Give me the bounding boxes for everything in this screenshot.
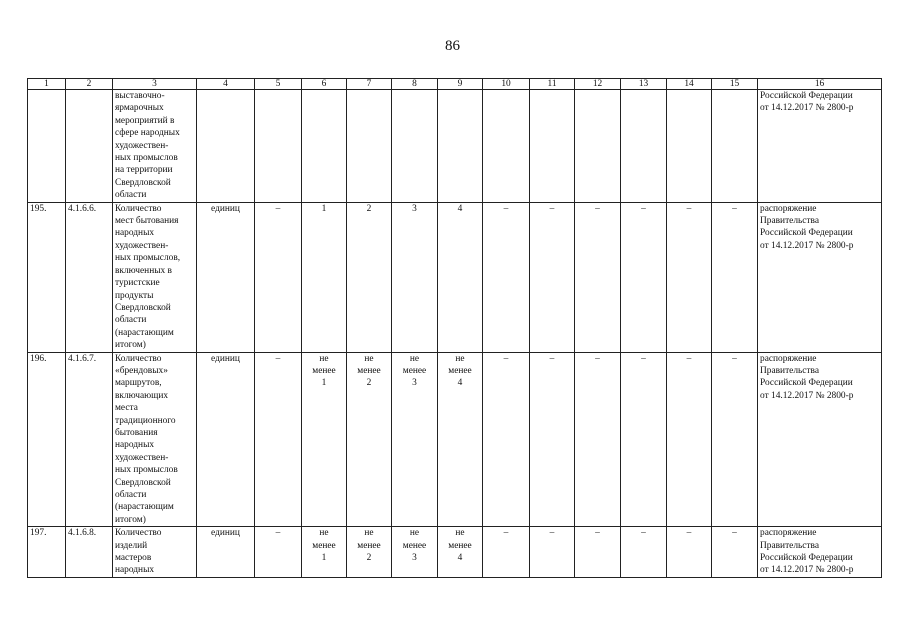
- value-cell: 2: [347, 202, 392, 352]
- value-cell: –: [575, 202, 621, 352]
- indicator-name: Количество «брендовых» маршрутов, включающих места традиционного бытования народных художествен- ных промыслов Свердловской области (нарастающим итогом): [113, 352, 197, 527]
- unit-cell: единиц: [197, 202, 255, 352]
- indicator-name: выставочно- ярмарочных мероприятий в сфере народных художествен- ных промыслов на территории Свердловской области: [113, 90, 197, 203]
- value-cell: не менее 4: [438, 352, 483, 527]
- value-cell: [667, 90, 712, 203]
- value-cell: –: [255, 202, 302, 352]
- value-cell: не менее 2: [347, 527, 392, 578]
- basis-cell: распоряжение Правительства Российской Федерации от 14.12.2017 № 2800-р: [758, 202, 882, 352]
- value-cell: не менее 1: [302, 352, 347, 527]
- basis-cell: распоряжение Правительства Российской Федерации от 14.12.2017 № 2800-р: [758, 352, 882, 527]
- value-cell: [712, 90, 758, 203]
- column-number: 1: [28, 79, 66, 90]
- value-cell: –: [667, 352, 712, 527]
- value-cell: –: [530, 352, 575, 527]
- value-cell: –: [667, 202, 712, 352]
- indicators-table: [27, 78, 882, 578]
- value-cell: –: [621, 527, 667, 578]
- value-cell: –: [530, 202, 575, 352]
- value-cell: –: [483, 202, 530, 352]
- basis-cell: распоряжение Правительства Российской Федерации от 14.12.2017 № 2800-р: [758, 527, 882, 578]
- value-cell: [621, 90, 667, 203]
- value-cell: [255, 90, 302, 203]
- value-cell: не менее 4: [438, 527, 483, 578]
- indicator-name: Количество изделий мастеров народных: [113, 527, 197, 578]
- column-number: 7: [347, 79, 392, 90]
- indicator-name: Количество мест бытования народных художествен- ных промыслов, включенных в туристские продукты Свердловской области (нарастающим итогом): [113, 202, 197, 352]
- row-number: 196.: [28, 352, 66, 527]
- unit-cell: единиц: [197, 527, 255, 578]
- value-cell: 1: [302, 202, 347, 352]
- value-cell: –: [483, 352, 530, 527]
- value-cell: –: [621, 202, 667, 352]
- value-cell: –: [483, 527, 530, 578]
- column-number: 5: [255, 79, 302, 90]
- value-cell: [575, 90, 621, 203]
- row-code: 4.1.6.6.: [66, 202, 113, 352]
- value-cell: 4: [438, 202, 483, 352]
- column-number: 11: [530, 79, 575, 90]
- value-cell: –: [712, 527, 758, 578]
- column-number: 8: [392, 79, 438, 90]
- value-cell: –: [712, 352, 758, 527]
- column-number: 12: [575, 79, 621, 90]
- unit-cell: [197, 90, 255, 203]
- column-number: 15: [712, 79, 758, 90]
- value-cell: 3: [392, 202, 438, 352]
- value-cell: [302, 90, 347, 203]
- value-cell: –: [255, 352, 302, 527]
- row-code: [66, 90, 113, 203]
- value-cell: [438, 90, 483, 203]
- row-code: 4.1.6.7.: [66, 352, 113, 527]
- value-cell: [483, 90, 530, 203]
- page-number: 86: [445, 38, 460, 54]
- column-number: 14: [667, 79, 712, 90]
- value-cell: –: [621, 352, 667, 527]
- row-code: 4.1.6.8.: [66, 527, 113, 578]
- basis-cell: Российской Федерации от 14.12.2017 № 2800-р: [758, 90, 882, 203]
- value-cell: [392, 90, 438, 203]
- table-row: [28, 202, 882, 352]
- column-number: 4: [197, 79, 255, 90]
- table-row: [28, 90, 882, 203]
- column-number: 16: [758, 79, 882, 90]
- value-cell: –: [667, 527, 712, 578]
- unit-cell: единиц: [197, 352, 255, 527]
- column-number: 13: [621, 79, 667, 90]
- table-row: [28, 527, 882, 578]
- column-number: 6: [302, 79, 347, 90]
- column-number: 3: [113, 79, 197, 90]
- column-number: 9: [438, 79, 483, 90]
- value-cell: [347, 90, 392, 203]
- column-number-row: [28, 79, 882, 90]
- value-cell: [530, 90, 575, 203]
- value-cell: –: [575, 527, 621, 578]
- row-number: [28, 90, 66, 203]
- table-row: [28, 352, 882, 527]
- value-cell: не менее 1: [302, 527, 347, 578]
- value-cell: –: [530, 527, 575, 578]
- value-cell: –: [712, 202, 758, 352]
- value-cell: не менее 2: [347, 352, 392, 527]
- value-cell: не менее 3: [392, 527, 438, 578]
- value-cell: –: [575, 352, 621, 527]
- value-cell: –: [255, 527, 302, 578]
- row-number: 197.: [28, 527, 66, 578]
- column-number: 2: [66, 79, 113, 90]
- row-number: 195.: [28, 202, 66, 352]
- column-number: 10: [483, 79, 530, 90]
- value-cell: не менее 3: [392, 352, 438, 527]
